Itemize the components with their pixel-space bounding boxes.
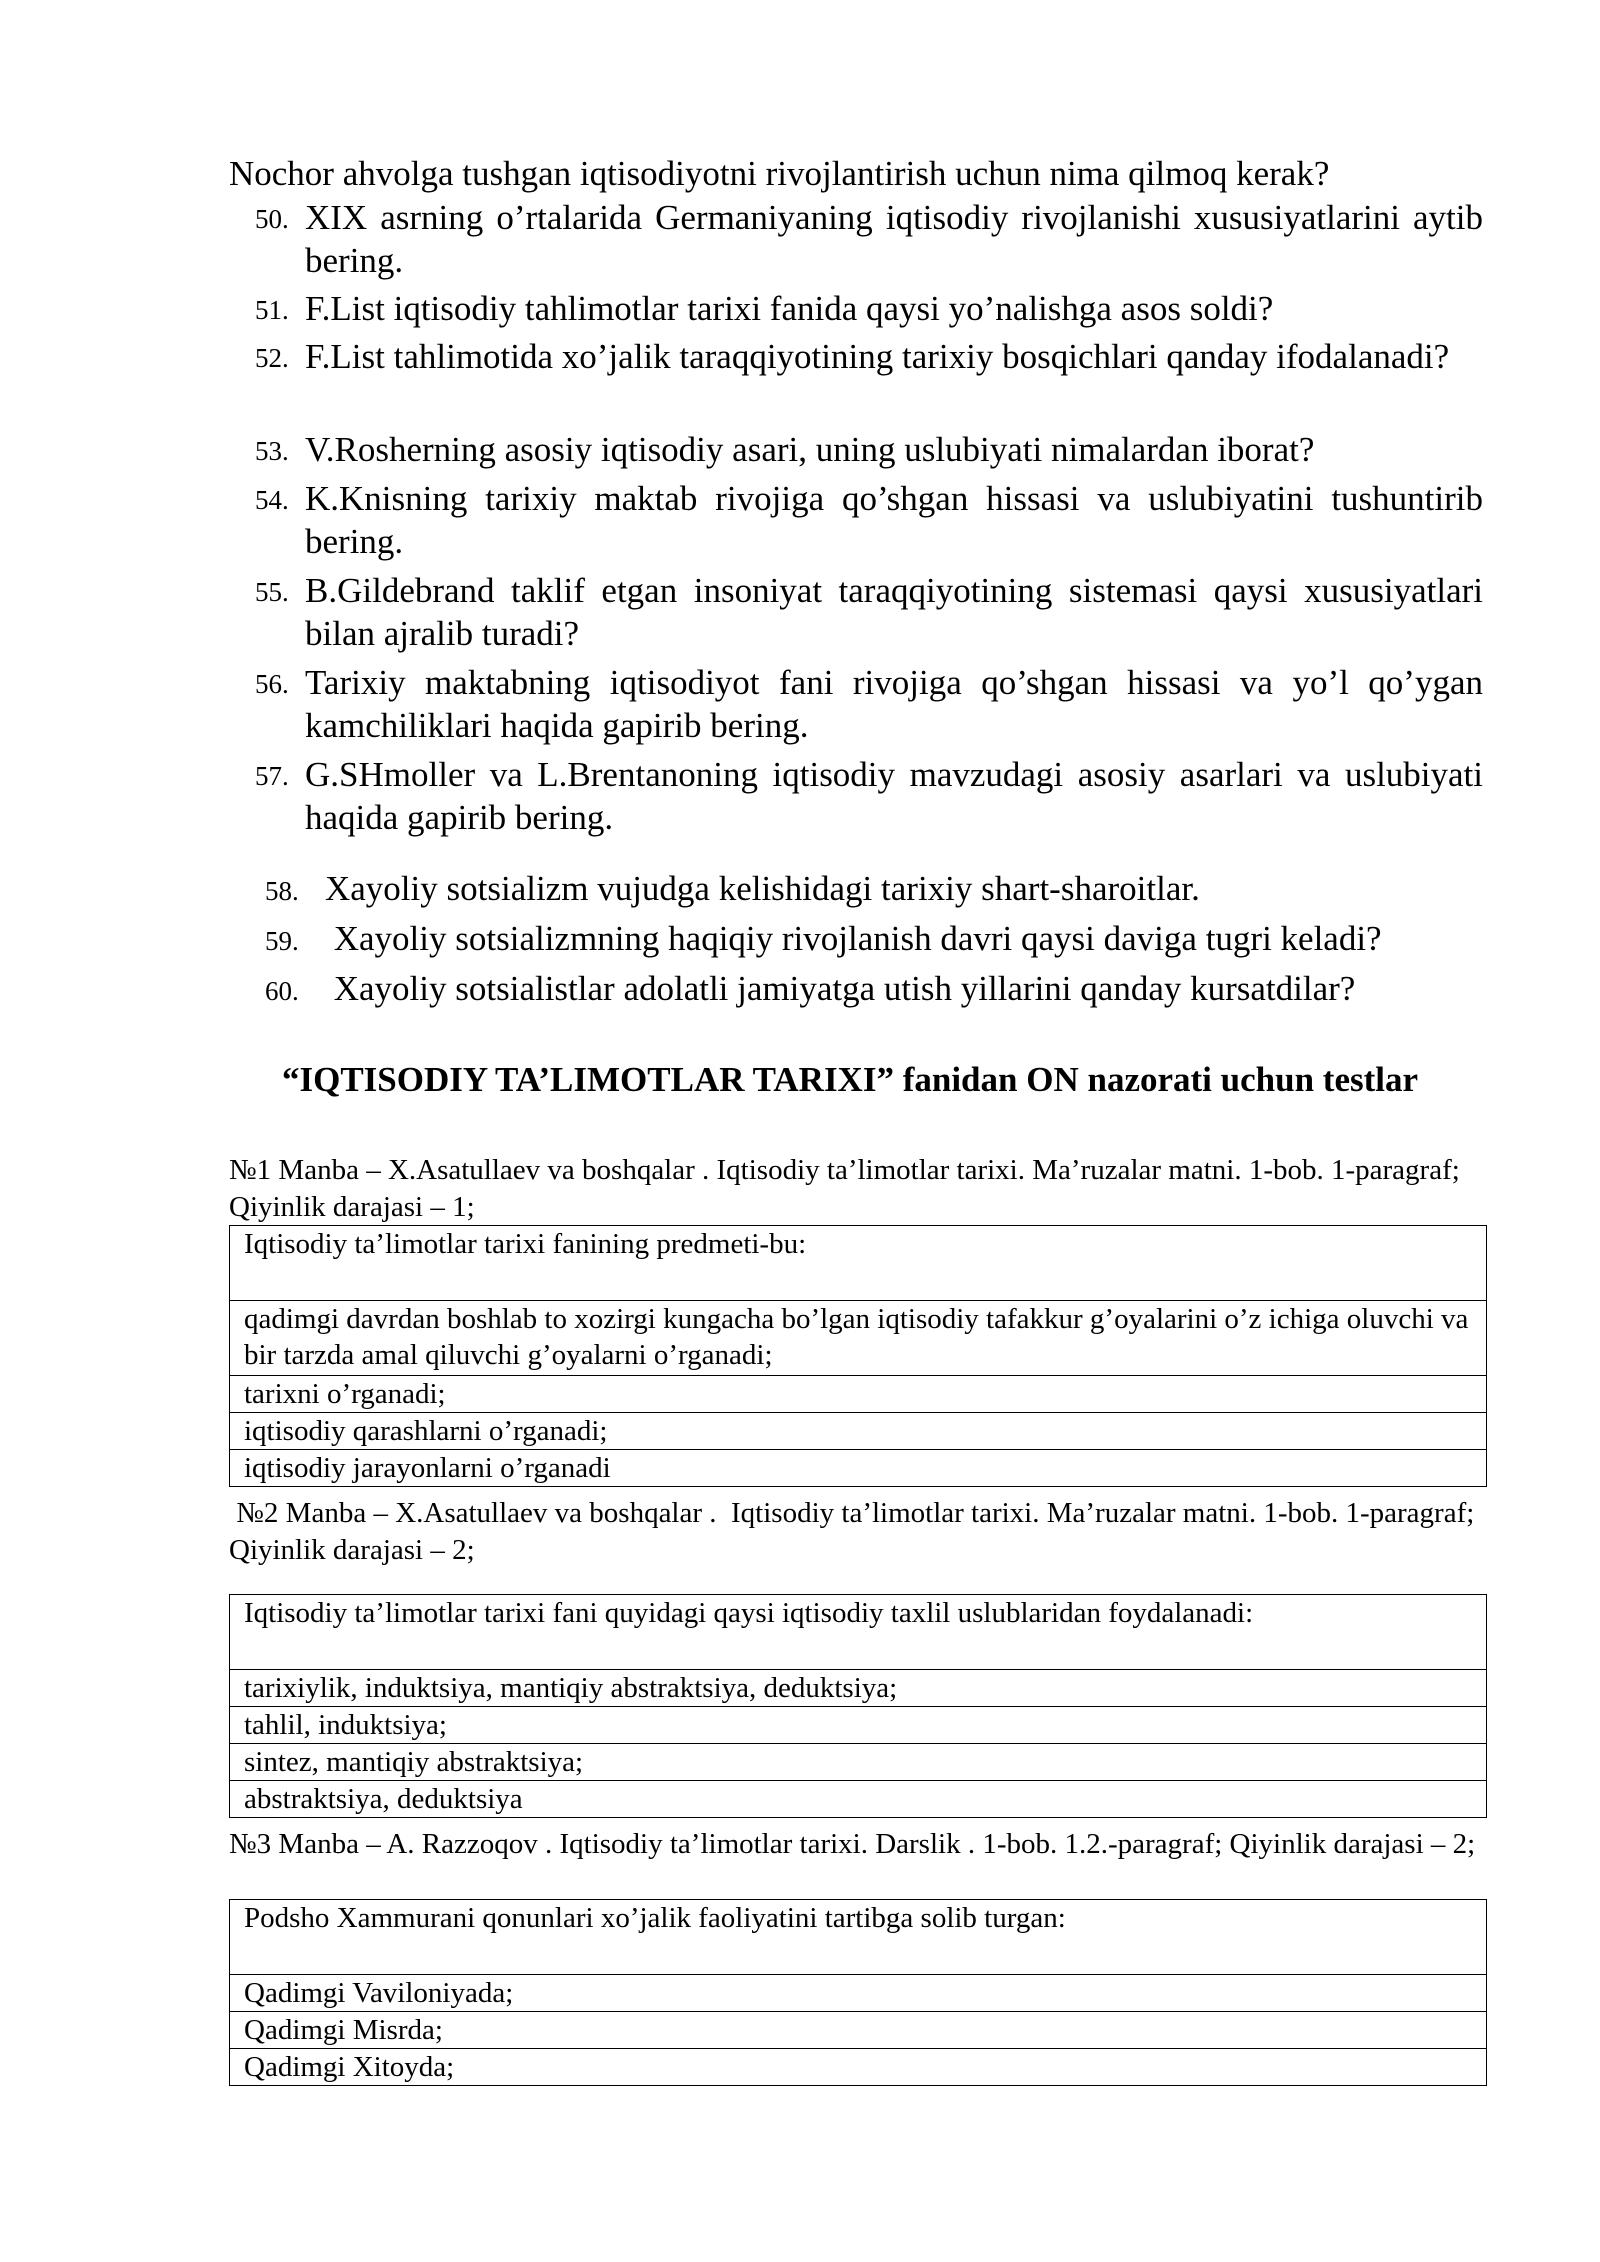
test-answer: sintez, mantiqiy abstraktsiya;	[230, 1744, 1487, 1781]
question-item	[255, 477, 1483, 563]
question-item	[255, 753, 1483, 839]
question-item	[265, 917, 1495, 963]
question-item	[255, 335, 1483, 378]
question-text: Xayoliy sotsializmning haqiqiy rivojlanish davri qaysi daviga tugri keladi?	[325, 919, 1382, 958]
test-answer: tarixiylik, induktsiya, mantiqiy abstraktsiya, deduktsiya;	[230, 1670, 1487, 1707]
test-answer-row	[230, 2012, 1487, 2049]
question-number: 57.	[255, 761, 289, 791]
test-answer-row	[230, 1301, 1487, 1376]
question-number: 52.	[255, 343, 289, 373]
question-text: K.Knisning tarixiy maktab rivojiga qo’shgan hissasi va uslubiyatini tushuntirib bering.	[305, 479, 1483, 561]
question-text: Tarixiy maktabning iqtisodiyot fani rivojiga qo’shgan hissasi va yo’l qo’ygan kamchiliklari haqida gapirib bering.	[305, 663, 1483, 745]
test-answer: qadimgi davrdan boshlab to xozirgi kungacha bo’lgan iqtisodiy tafakkur g’oyalarini o’z ichiga oluvchi va bir tarzda amal qiluvchi g’oyalarni o’rganadi;	[230, 1301, 1487, 1376]
test-table	[229, 1899, 1487, 2086]
test-answer-row	[230, 1744, 1487, 1781]
question-number: 54.	[255, 485, 289, 515]
question-text: F.List iqtisodiy tahlimotlar tarixi fanida qaysi yo’nalishga asos soldi?	[305, 289, 1274, 328]
question-item	[265, 867, 1495, 913]
test-question: Podsho Xammurani qonunlari xo’jalik faoliyatini tartibga solib turgan:	[230, 1900, 1487, 1975]
test-question-row	[230, 1900, 1487, 1975]
test-answer-row	[230, 1413, 1487, 1450]
question-text: Xayoliy sotsialistlar adolatli jamiyatga utish yillarini qanday kursatdilar?	[325, 969, 1356, 1008]
test-source: №2 Manba – X.Asatullaev va boshqalar . Iqtisodiy ta’limotlar tarixi. Ma’ruzalar matni. 1-bob. 1-paragraf; Qiyinlik darajasi – 2;	[229, 1497, 1482, 1566]
question-text: F.List tahlimotida xo’jalik taraqqiyotining tarixiy bosqichlari qanday ifodalanadi?	[305, 337, 1450, 376]
test-answer-row	[230, 1670, 1487, 1707]
test-answer: tahlil, induktsiya;	[230, 1707, 1487, 1744]
test-answer: Qadimgi Misrda;	[230, 2012, 1487, 2049]
test-answer-row	[230, 2049, 1487, 2086]
question-item	[265, 967, 1495, 1013]
test-answer-row	[230, 1707, 1487, 1744]
question-number: 51.	[255, 295, 289, 325]
question-number: 59.	[265, 926, 299, 956]
test-answer: iqtisodiy qarashlarni o’rganadi;	[230, 1413, 1487, 1450]
section-heading: “IQTISODIY TA’LIMOTLAR TARIXI” fanidan ON nazorati uchun testlar	[281, 1060, 1419, 1099]
test-answer: Qadimgi Vaviloniyada;	[230, 1975, 1487, 2012]
question-number: 50.	[255, 204, 289, 234]
question-number: 55.	[255, 577, 289, 607]
question-text: Xayoliy sotsializm vujudga kelishidagi tarixiy shart-sharoitlar.	[325, 869, 1200, 908]
test-question: Iqtisodiy ta’limotlar tarixi fanining predmeti-bu:	[230, 1226, 1487, 1301]
test-answer: Qadimgi Xitoyda;	[230, 2049, 1487, 2086]
test-question: Iqtisodiy ta’limotlar tarixi fani quyidagi qaysi iqtisodiy taxlil uslublaridan foydalanadi:	[230, 1595, 1487, 1670]
question-number: 56.	[255, 669, 289, 699]
test-answer-row	[230, 1781, 1487, 1818]
question-text: B.Gildebrand taklif etgan insoniyat taraqqiyotining sistemasi qaysi xususiyatlari bilan ajralib turadi?	[305, 571, 1483, 653]
test-answer: tarixni o’rganadi;	[230, 1376, 1487, 1413]
question-item	[255, 287, 1483, 330]
question-item	[255, 428, 1483, 471]
test-answer-row	[230, 1450, 1487, 1487]
test-source: №3 Manba – A. Razzoqov . Iqtisodiy ta’limotlar tarixi. Darslik . 1-bob. 1.2.-paragraf; Qiyinlik darajasi – 2;	[229, 1828, 1476, 1860]
question-item	[255, 661, 1483, 747]
test-answer: abstraktsiya, deduktsiya	[230, 1781, 1487, 1818]
question-text: G.SHmoller va L.Brentanoning iqtisodiy mavzudagi asosiy asarlari va uslubiyati haqida gapirib bering.	[305, 755, 1483, 837]
question-number: 53.	[255, 436, 289, 466]
question-item	[255, 196, 1483, 282]
question-text: V.Rosherning asosiy iqtisodiy asari, uning uslubiyati nimalardan iborat?	[305, 430, 1315, 469]
question-text: XIX asrning o’rtalarida Germaniyaning iqtisodiy rivojlanishi xususiyatlarini aytib bering.	[305, 198, 1483, 280]
test-source: №1 Manba – X.Asatullaev va boshqalar . Iqtisodiy ta’limotlar tarixi. Ma’ruzalar matni. 1-bob. 1-paragraf; Qiyinlik darajasi – 1;	[229, 1154, 1460, 1223]
test-question-row	[230, 1595, 1487, 1670]
question-item	[255, 569, 1483, 655]
question-number: 58.	[265, 876, 299, 906]
question-number: 60.	[265, 976, 299, 1006]
test-answer: iqtisodiy jarayonlarni o’rganadi	[230, 1450, 1487, 1487]
test-question-row	[230, 1226, 1487, 1301]
test-answer-row	[230, 1975, 1487, 2012]
test-table	[229, 1225, 1487, 1487]
test-table	[229, 1594, 1487, 1818]
test-answer-row	[230, 1376, 1487, 1413]
intro-question: Nochor ahvolga tushgan iqtisodiyotni rivojlantirish uchun nima qilmoq kerak?	[229, 154, 1330, 193]
